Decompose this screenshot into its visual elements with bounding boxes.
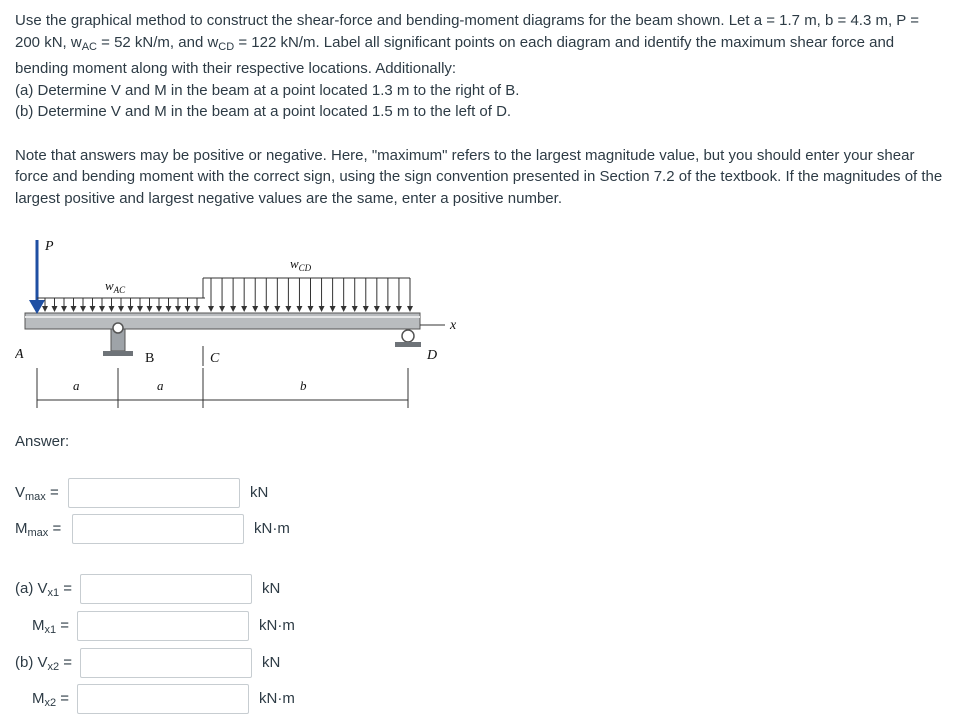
dim-a1-label: a bbox=[73, 378, 80, 393]
load-arrow-head bbox=[118, 306, 124, 312]
load-arrow-head bbox=[374, 306, 380, 312]
w-ac-label: $w_{AC}$ bbox=[105, 278, 126, 295]
load-arrow-head bbox=[42, 306, 48, 312]
load-P-label: P bbox=[45, 239, 54, 254]
point-a-label: A bbox=[15, 347, 24, 362]
load-arrow-head bbox=[296, 306, 302, 312]
load-arrow-head bbox=[396, 306, 402, 312]
part-b-text: (b) Determine V and M in the beam at a point located 1.5 m to the left of D. bbox=[15, 103, 512, 120]
answer-input[interactable] bbox=[68, 478, 240, 508]
load-arrow-head bbox=[285, 306, 291, 312]
load-arrow-head bbox=[128, 306, 134, 312]
answer-input[interactable] bbox=[80, 648, 252, 678]
problem-sub-cd: CD bbox=[218, 40, 235, 53]
load-arrow-head bbox=[352, 306, 358, 312]
problem-text-2: = 52 kN/m, and w bbox=[96, 33, 219, 51]
answer-unit: kN bbox=[250, 484, 269, 501]
answer-heading: Answer: bbox=[15, 433, 70, 450]
load-arrow-head bbox=[147, 306, 153, 312]
dimension-lines bbox=[37, 368, 408, 408]
load-arrow-head bbox=[330, 306, 336, 312]
beam bbox=[25, 313, 420, 329]
point-b-label: B bbox=[145, 351, 155, 366]
answer-label: $M_{x1}$ = bbox=[32, 617, 70, 636]
point-d-label: D bbox=[427, 348, 438, 363]
part-a-text: (a) Determine V and M in the beam at a point located 1.3 m to the right of B. bbox=[15, 81, 520, 99]
problem-text-1: Use the graphical method to construct the shear-force and bending-moment diagrams for the beam shown. Let a = 1.7 m, b = 4.3 m, P = 200 kN, w bbox=[15, 12, 919, 51]
w-cd-label: $w_{CD}$ bbox=[290, 256, 312, 273]
answer-input[interactable] bbox=[72, 514, 244, 544]
answer-unit: kN bbox=[262, 580, 281, 597]
load-arrow-head bbox=[230, 306, 236, 312]
load-arrow-head bbox=[252, 306, 258, 312]
load-arrow-head bbox=[80, 306, 86, 312]
load-arrows-cd bbox=[208, 278, 413, 312]
answer-label: (b) $V_{x2}$ = bbox=[15, 654, 73, 673]
load-arrow-head bbox=[308, 306, 314, 312]
load-arrows-ac bbox=[42, 298, 200, 312]
beam-figure bbox=[15, 228, 475, 418]
load-arrow-head bbox=[407, 306, 413, 312]
load-arrow-head bbox=[219, 306, 225, 312]
load-arrow-head bbox=[185, 306, 191, 312]
distributed-load-cd bbox=[203, 278, 410, 298]
answer-unit: kN·m bbox=[254, 520, 290, 537]
note-text: Note that answers may be positive or negative. Here, "maximum" refers to the largest magnitude value, but you should enter your shear force and bending moment with the correct sign, using the sign convention presented in Section 7.2 of the textbook. If the magnitudes of the largest positive and largest negative values are the same, enter a positive number. bbox=[15, 146, 943, 207]
answer-input[interactable] bbox=[77, 611, 249, 641]
answer-input[interactable] bbox=[80, 574, 252, 604]
load-arrow-head bbox=[61, 306, 67, 312]
dim-a2-label: a bbox=[157, 378, 164, 393]
load-arrow-head bbox=[194, 306, 200, 312]
answer-unit: kN bbox=[262, 654, 281, 671]
answer-unit: kN·m bbox=[259, 690, 295, 707]
load-arrow-head bbox=[90, 306, 96, 312]
roller-support-d bbox=[395, 330, 421, 347]
load-arrow-head bbox=[263, 306, 269, 312]
load-arrow-head bbox=[341, 306, 347, 312]
load-arrow-head bbox=[175, 306, 181, 312]
load-arrow-head bbox=[156, 306, 162, 312]
problem-sub-ac: AC bbox=[81, 40, 97, 53]
x-axis-label: x bbox=[450, 318, 457, 333]
answer-unit: kN·m bbox=[259, 617, 295, 634]
load-arrow-head bbox=[99, 306, 105, 312]
answer-label: (a) $V_{x1}$ = bbox=[15, 580, 73, 599]
problem-text-3: = 122 kN/m. Label all significant points on each diagram and identify the maximum shear force and bending moment along with their respective locations. Additionally: bbox=[15, 33, 895, 77]
load-arrow-head bbox=[319, 306, 325, 312]
answer-label: $M_{x2}$ = bbox=[32, 690, 70, 709]
load-arrow-head bbox=[52, 306, 58, 312]
load-arrow-head bbox=[363, 306, 369, 312]
load-arrow-head bbox=[71, 306, 77, 312]
load-arrow-head bbox=[137, 306, 143, 312]
load-arrow-head bbox=[241, 306, 247, 312]
load-arrow-head bbox=[274, 306, 280, 312]
load-arrow-head bbox=[109, 306, 115, 312]
load-arrow-head bbox=[166, 306, 172, 312]
load-arrow-head bbox=[385, 306, 391, 312]
problem-paragraph bbox=[15, 10, 945, 80]
load-arrow-head bbox=[208, 306, 214, 312]
answer-label: $V_{max}$ = bbox=[15, 484, 59, 503]
answer-label: $M_{max}$ = bbox=[15, 520, 62, 539]
dim-b-label: b bbox=[300, 378, 307, 393]
answer-input[interactable] bbox=[77, 684, 249, 714]
point-c-label: C bbox=[210, 351, 220, 366]
problem-statement bbox=[15, 10, 945, 209]
